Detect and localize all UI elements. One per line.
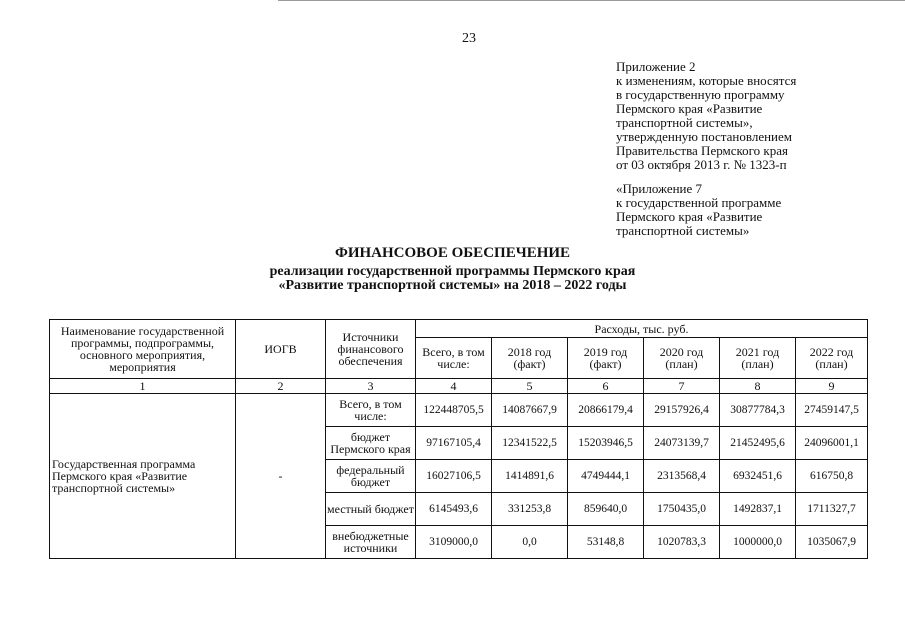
- header-year-2020: 2020 год (план): [644, 338, 720, 379]
- value-cell: 14087667,9: [492, 394, 568, 427]
- financing-table: [49, 319, 868, 559]
- value-cell: 53148,8: [568, 526, 644, 559]
- value-cell: 16027106,5: [416, 460, 492, 493]
- appendix-7-line: к государственной программе: [616, 195, 782, 210]
- column-number: 9: [796, 379, 868, 394]
- value-cell: 2313568,4: [644, 460, 720, 493]
- source-label: бюджет Пермского края: [326, 427, 416, 460]
- appendix-2-line: к изменениям, которые вносятся: [616, 73, 797, 88]
- document-title: ФИНАНСОВОЕ ОБЕСПЕЧЕНИЕ: [334, 245, 571, 261]
- value-cell: 331253,8: [492, 493, 568, 526]
- value-cell: 1020783,3: [644, 526, 720, 559]
- source-label: федеральный бюджет: [326, 460, 416, 493]
- header-total: Всего, в том числе:: [416, 338, 492, 379]
- value-cell: 3109000,0: [416, 526, 492, 559]
- value-cell: 1035067,9: [796, 526, 868, 559]
- appendix-7-line: транспортной системы»: [616, 223, 750, 238]
- value-cell: 1750435,0: [644, 493, 720, 526]
- value-cell: 6145493,6: [416, 493, 492, 526]
- source-label: Всего, в том числе:: [326, 394, 416, 427]
- value-cell: 1414891,6: [492, 460, 568, 493]
- column-number: 1: [50, 379, 236, 394]
- value-cell: 0,0: [492, 526, 568, 559]
- header-expenses: Расходы, тыс. руб.: [416, 320, 868, 338]
- value-cell: 1492837,1: [720, 493, 796, 526]
- source-label: местный бюджет: [326, 493, 416, 526]
- column-number: 7: [644, 379, 720, 394]
- appendix-2-line: от 03 октября 2013 г. № 1323-п: [616, 157, 787, 172]
- appendix-7-block: [616, 182, 781, 238]
- appendix-7-line: Пермского края «Развитие: [616, 209, 763, 224]
- value-cell: 24096001,1: [796, 427, 868, 460]
- subtitle-line: «Развитие транспортной системы» на 2018 – 2022 годы: [278, 278, 627, 293]
- value-cell: 20866179,4: [568, 394, 644, 427]
- column-number: 2: [236, 379, 326, 394]
- value-cell: 616750,8: [796, 460, 868, 493]
- value-cell: 122448705,5: [416, 394, 492, 427]
- appendix-2-line: Пермского края «Развитие: [616, 101, 763, 116]
- header-year-2019: 2019 год (факт): [568, 338, 644, 379]
- appendix-2-line: утвержденную постановлением: [616, 129, 793, 144]
- value-cell: 12341522,5: [492, 427, 568, 460]
- appendix-2-block: [616, 60, 796, 172]
- appendix-2-line: транспортной системы»,: [616, 115, 753, 130]
- subtitle-line: реализации государственной программы Пермского края: [269, 264, 636, 279]
- value-cell: 15203946,5: [568, 427, 644, 460]
- column-number: 5: [492, 379, 568, 394]
- page-number: 23: [462, 31, 476, 46]
- value-cell: 4749444,1: [568, 460, 644, 493]
- program-name: Государственная программа Пермского края «Развитие транспортной системы»: [50, 394, 236, 559]
- value-cell: 27459147,5: [796, 394, 868, 427]
- header-sources: Источники финансового обеспечения: [326, 320, 416, 379]
- value-cell: 30877784,3: [720, 394, 796, 427]
- value-cell: 1000000,0: [720, 526, 796, 559]
- table-row: [50, 394, 868, 427]
- appendix-2-line: Правительства Пермского края: [616, 143, 788, 158]
- column-number: 3: [326, 379, 416, 394]
- header-year-2021: 2021 год (план): [720, 338, 796, 379]
- appendix-7-line: «Приложение 7: [616, 181, 703, 196]
- source-label: внебюджетные источники: [326, 526, 416, 559]
- value-cell: 24073139,7: [644, 427, 720, 460]
- value-cell: 29157926,4: [644, 394, 720, 427]
- document-subtitle: [0, 265, 905, 293]
- iogv-value: -: [236, 394, 326, 559]
- column-number: 4: [416, 379, 492, 394]
- value-cell: 1711327,7: [796, 493, 868, 526]
- column-number: 8: [720, 379, 796, 394]
- value-cell: 97167105,4: [416, 427, 492, 460]
- scan-edge-line: [278, 0, 905, 1]
- header-year-2022: 2022 год (план): [796, 338, 868, 379]
- header-name: Наименование государственной программы, подпрограммы, основного мероприятия, мероприятия: [50, 320, 236, 379]
- header-iogv: ИОГВ: [236, 320, 326, 379]
- appendix-2-line: в государственную программу: [616, 87, 785, 102]
- value-cell: 859640,0: [568, 493, 644, 526]
- value-cell: 6932451,6: [720, 460, 796, 493]
- column-number: 6: [568, 379, 644, 394]
- appendix-2-line: Приложение 2: [616, 59, 696, 74]
- value-cell: 21452495,6: [720, 427, 796, 460]
- header-year-2018: 2018 год (факт): [492, 338, 568, 379]
